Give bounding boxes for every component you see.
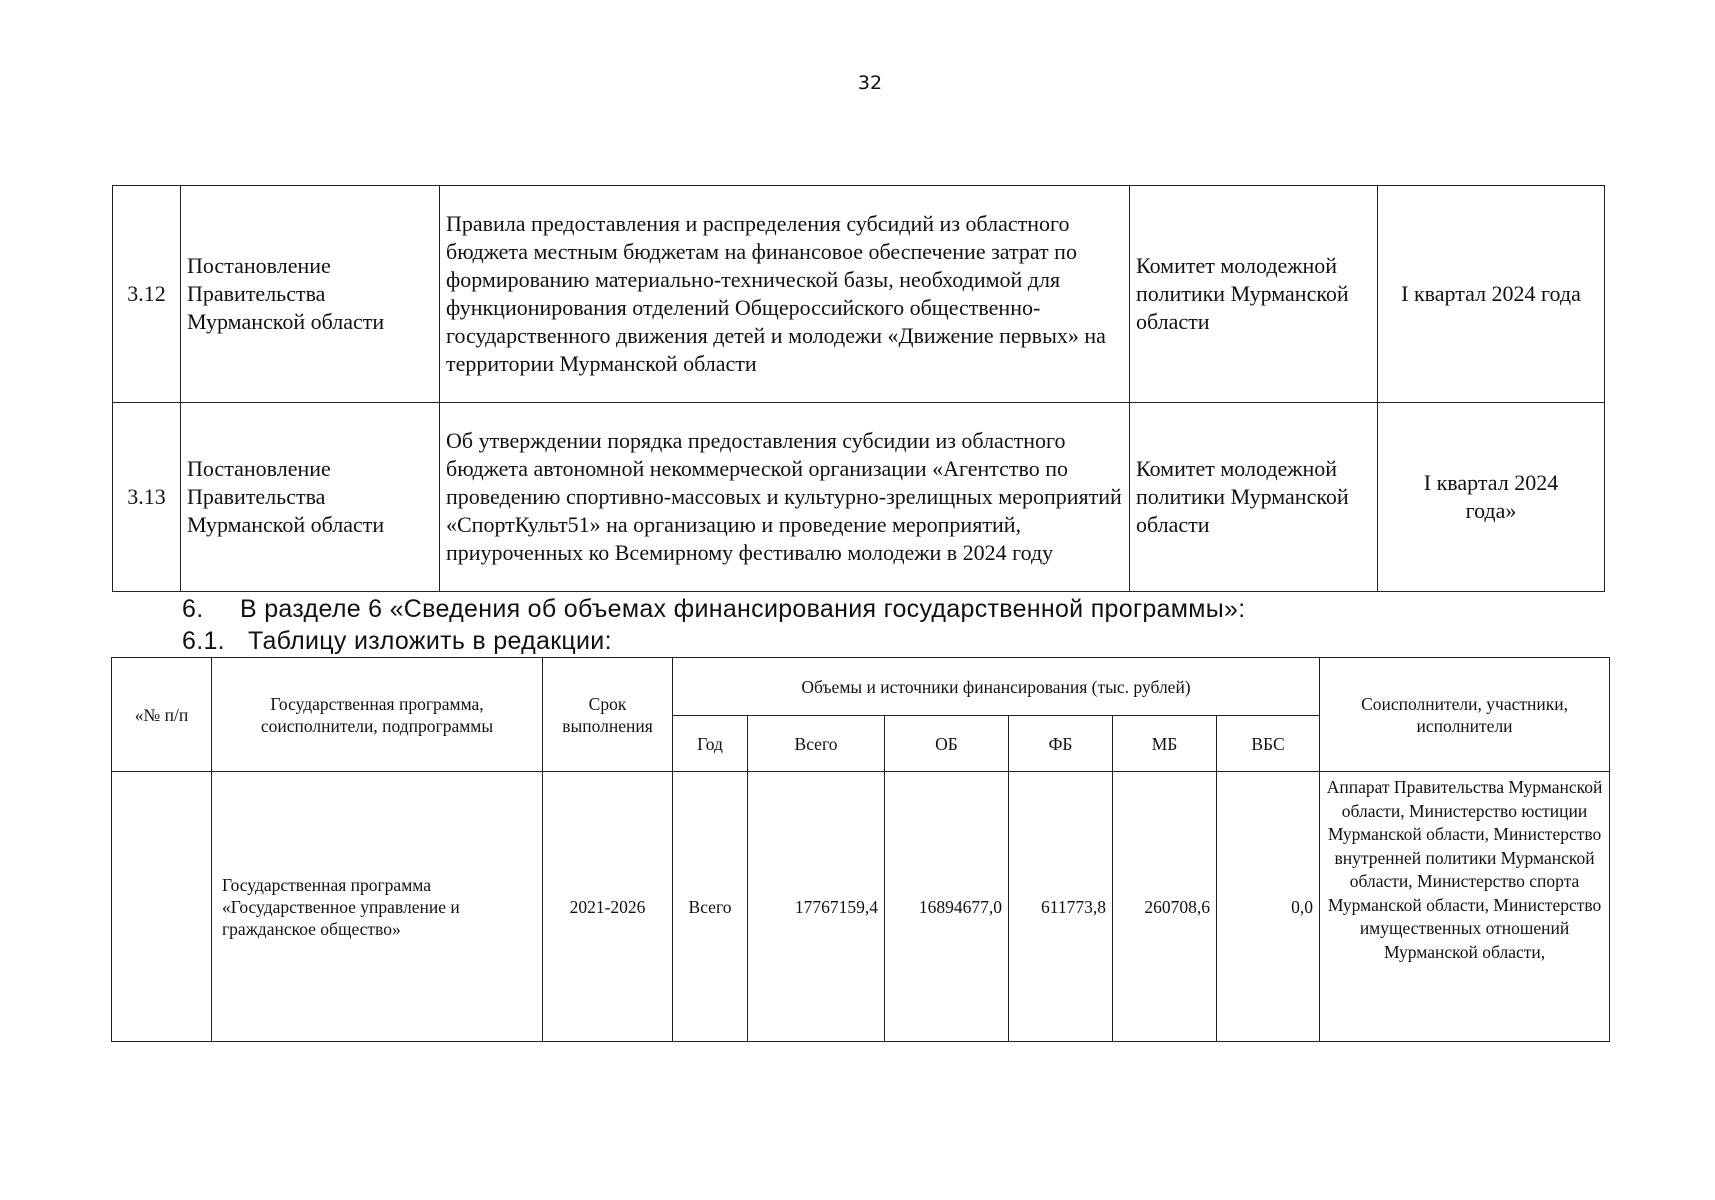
paragraph-6	[182, 594, 1245, 624]
table-row	[112, 772, 1610, 1042]
responsible-executor: Комитет молодежной политики Мурманской области	[1130, 403, 1378, 592]
header-mb: МБ	[1113, 716, 1217, 772]
row-number: 3.12	[113, 186, 181, 403]
header-num: «№ п/п	[112, 658, 212, 772]
header-fb: ФБ	[1009, 716, 1113, 772]
paragraph-number: 6.1.	[182, 627, 225, 655]
paragraph-text: В разделе 6 «Сведения об объемах финансирования государственной программы»:	[240, 595, 1246, 623]
financing-table	[111, 657, 1610, 1042]
paragraph-6-1	[182, 626, 612, 656]
document-title: Об утверждении порядка предоставления субсидии из областного бюджета автономной некоммерческой организации «Агентство по проведению спортивно-массовых и культурно-зрелищных мероприятий «СпортКульт51» на организацию и проведение мероприятий, приуроченных ко Всемирному фестивалю молодежи в 2024 году	[440, 403, 1130, 592]
table-row	[113, 403, 1605, 592]
header-program: Государственная программа, соисполнители, подпрограммы	[212, 658, 543, 772]
header-total: Всего	[748, 716, 885, 772]
row-number	[112, 772, 212, 1042]
term: 2021-2026	[543, 772, 673, 1042]
responsible-executor: Комитет молодежной политики Мурманской области	[1130, 186, 1378, 403]
deadline: I квартал 2024 года	[1378, 186, 1605, 403]
paragraph-text: Таблицу изложить в редакции:	[248, 627, 612, 655]
document-type: Постановление Правительства Мурманской области	[181, 403, 440, 592]
total-amount: 17767159,4	[748, 772, 885, 1042]
fb-amount: 611773,8	[1009, 772, 1113, 1042]
deadline: I квартал 2024 года»	[1378, 403, 1605, 592]
page-number: 32	[857, 72, 883, 94]
vbs-amount: 0,0	[1217, 772, 1320, 1042]
paragraph-number: 6.	[182, 595, 204, 623]
mb-amount: 260708,6	[1113, 772, 1217, 1042]
table-row	[113, 186, 1605, 403]
participants: Аппарат Правительства Мурманской области, Министерство юстиции Мурманской области, Министерство внутренней политики Мурманской области, Министерство спорта Мурманской области, Министерство имущественных отношений Мурманской области,	[1320, 772, 1610, 1042]
document-type: Постановление Правительства Мурманской области	[181, 186, 440, 403]
header-ob: ОБ	[885, 716, 1009, 772]
legal-acts-table	[112, 185, 1605, 592]
header-year: Год	[673, 716, 748, 772]
row-number: 3.13	[113, 403, 181, 592]
header-term: Срок выполнения	[543, 658, 673, 772]
header-funding: Объемы и источники финансирования (тыс. рублей)	[673, 658, 1320, 716]
program-name: Государственная программа «Государственное управление и гражданское общество»	[212, 772, 543, 1042]
header-vbs: ВБС	[1217, 716, 1320, 772]
ob-amount: 16894677,0	[885, 772, 1009, 1042]
year: Всего	[673, 772, 748, 1042]
header-participants: Соисполнители, участники, исполнители	[1320, 658, 1610, 772]
header-row	[112, 658, 1610, 716]
document-title: Правила предоставления и распределения субсидий из областного бюджета местным бюджетам на финансовое обеспечение затрат по формированию материально-технической базы, необходимой для функционирования отделений Общероссийского общественно-государственного движения детей и молодежи «Движение первых» на территории Мурманской области	[440, 186, 1130, 403]
